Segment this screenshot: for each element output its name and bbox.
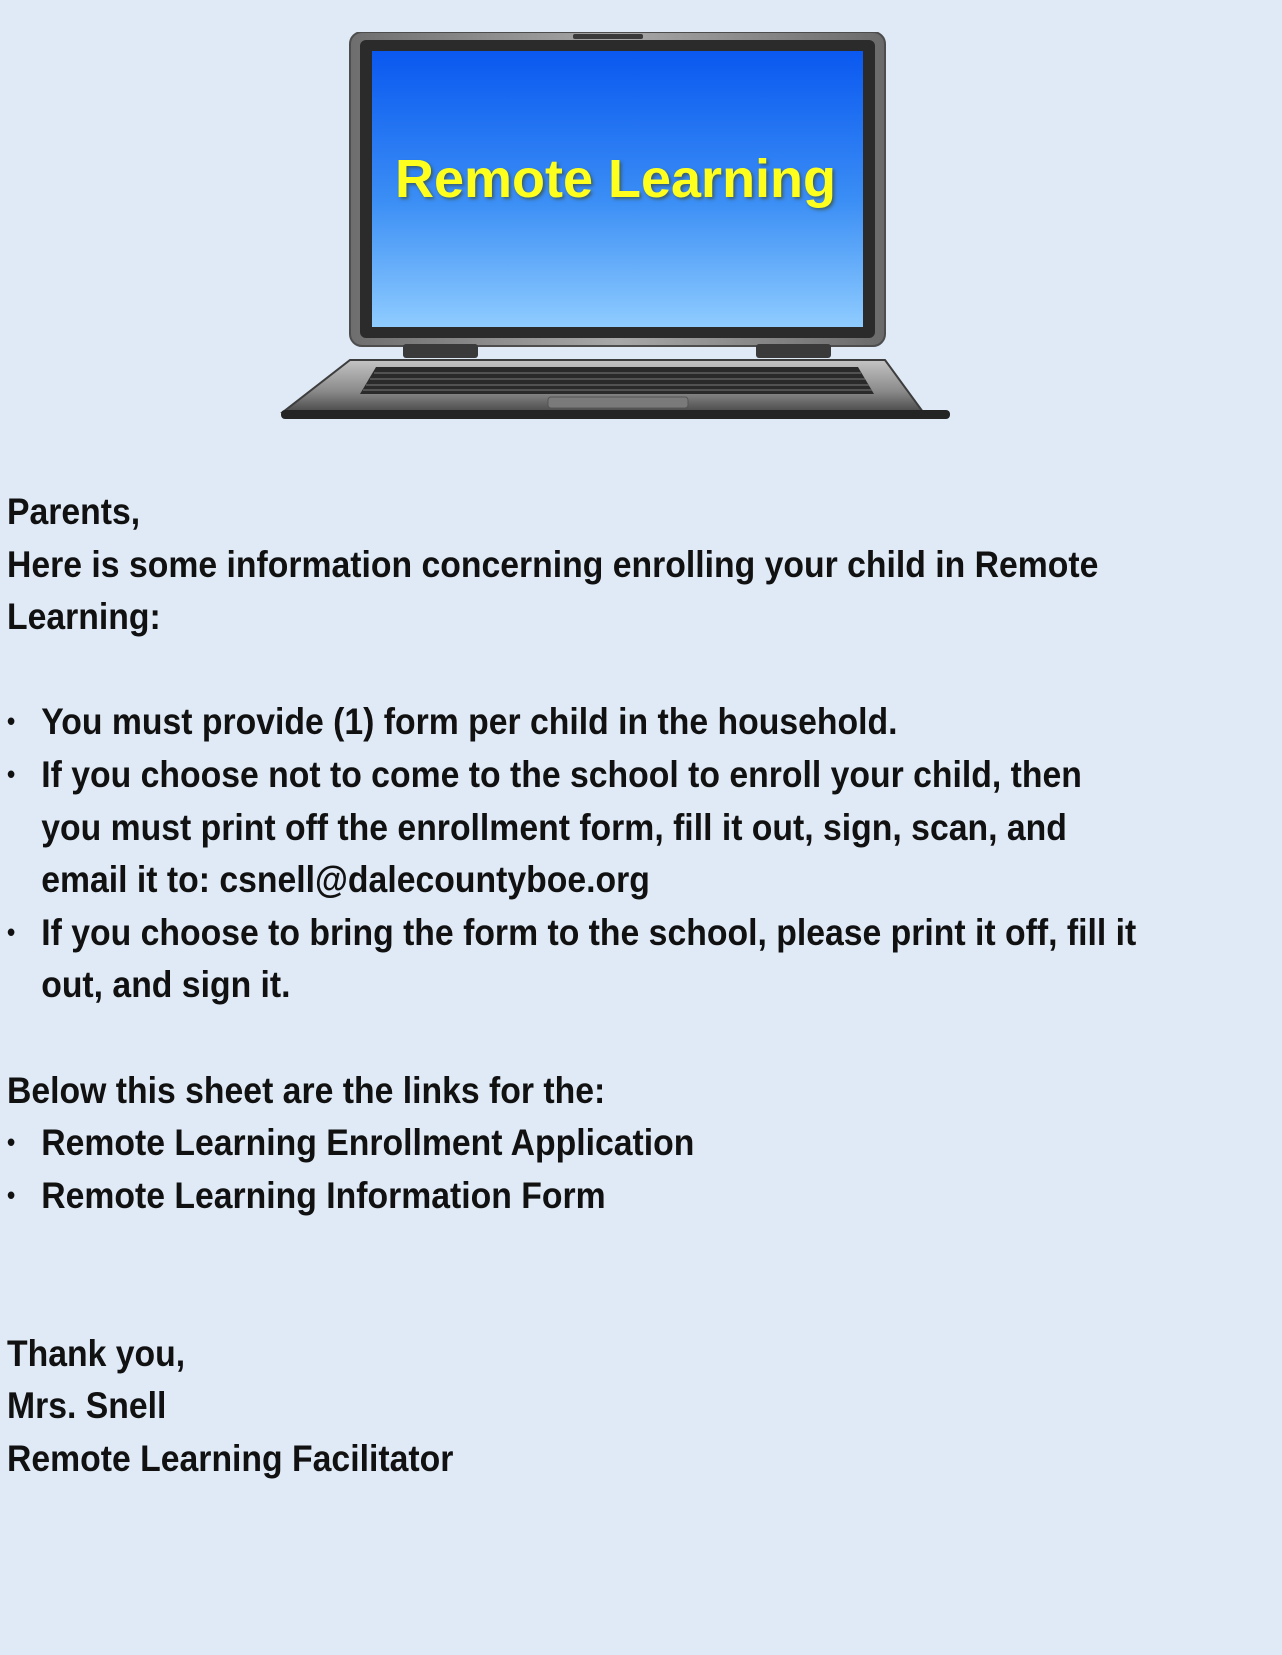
spacer [7,643,1148,696]
link-name: Remote Learning Information Form [41,1173,606,1216]
list-item-text: You must provide (1) form per child in the household. [41,700,898,743]
list-item [7,748,1148,906]
laptop-graphic [278,32,953,424]
links-heading: Below this sheet are the links for the: [7,1068,606,1111]
closing: Thank you, [7,1331,186,1374]
letter-body [7,485,1148,1484]
list-item [7,906,1148,1011]
bullet-icon: • [7,758,16,789]
list-item-text: If you choose to bring the form to the school, please print it off, fill it out, and sign it. [41,910,1137,1006]
list-item-text: If you choose not to come to the school to enroll your child, then you must print off the enrollment form, fill it out, sign, scan, and email it to: csnell@dalecountyboe.org [41,752,1082,901]
list-item [7,695,1148,748]
list-item [7,1169,1148,1222]
screen-title: Remote Learning [394,149,837,209]
spacer [7,1011,1148,1064]
bullet-icon: • [7,706,16,737]
bullet-icon: • [7,1179,16,1210]
signer-name: Mrs. Snell [7,1384,167,1427]
links-list [7,1116,1148,1221]
bullet-icon: • [7,1127,16,1158]
link-name: Remote Learning Enrollment Application [41,1121,695,1164]
spacer [7,1221,1148,1326]
greeting: Parents, [7,490,141,532]
laptop-illustration [278,32,953,424]
bullet-icon: • [7,916,16,947]
instruction-list [7,695,1148,1011]
signer-title: Remote Learning Facilitator [7,1436,454,1479]
intro-text: Here is some information concerning enrolling your child in Remote Learning: [7,542,1099,638]
list-item [7,1116,1148,1169]
